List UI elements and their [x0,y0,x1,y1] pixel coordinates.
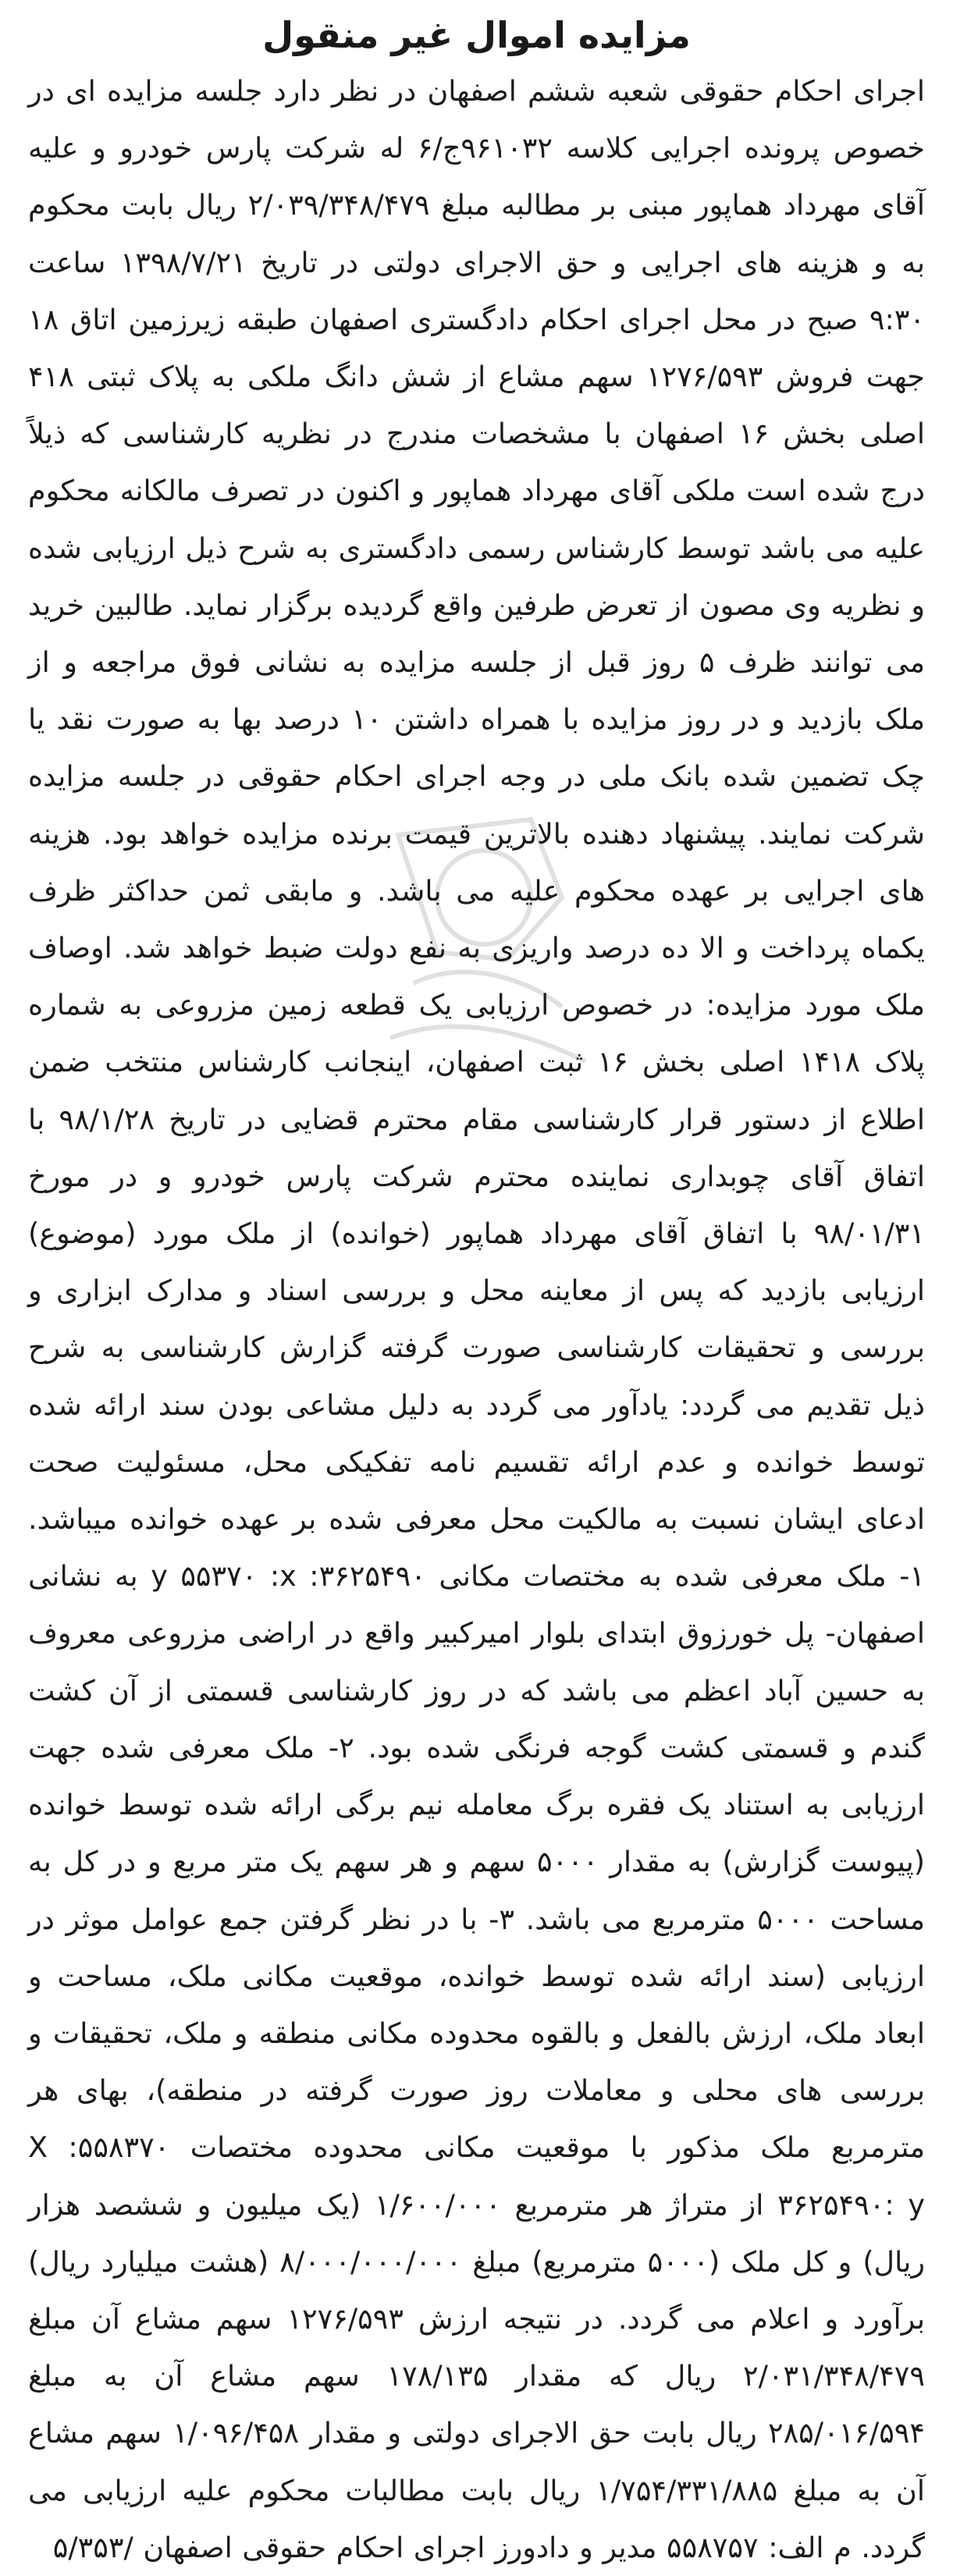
notice-body: اجرای احکام حقوقی شعبه ششم اصفهان در نظر دارد جلسه مزایده ای در خصوص پرونده اجرایی کلاسه ۹۶۱۰۳۲ج/۶ له شرکت پارس خودرو و علیه آقای مهرداد هماپور مبنی بر مطالبه مبلغ ۲/۰۳۹/۳۴۸/۴۷۹ ریال بابت محکوم به و هزینه های اجرایی و حق الاجرای دولتی در تاریخ ۱۳۹۸/۷/۲۱ ساعت ۹:۳۰ صبح در محل اجرای احکام دادگستری اصفهان طبقه زیرزمین اتاق ۱۸ جهت فروش ۱۲۷۶/۵۹۳ سهم مشاع از شش دانگ ملکی به پلاک ثبتی ۴۱۸ اصلی بخش ۱۶ اصفهان با مشخصات مندرج در نظریه کارشناسی که ذیلاً درج شده است ملکی آقای مهرداد هماپور و اکنون در تصرف مالکانه محکوم علیه می باشد توسط کارشناس رسمی دادگستری به شرح ذیل ارزیابی شده و نظریه وی مصون از تعرض طرفین واقع گردیده برگزار نماید. طالبین خرید می توانند ظرف ۵ روز قبل از جلسه مزایده به نشانی فوق مراجعه و از ملک بازدید و در روز مزایده با همراه داشتن ۱۰ درصد بها به صورت نقد یا چک تضمین شده بانک ملی در وجه اجرای احکام حقوقی در جلسه مزایده شرکت نمایند. پیشنهاد دهنده بالاترین قیمت برنده مزایده خواهد بود. هزینه های اجرایی بر عهده محکوم علیه می باشد. و مابقی ثمن حداکثر ظرف یکماه پرداخت و الا ده درصد واریزی به نفع دولت ضبط خواهد شد. اوصاف ملک مورد مزایده: در خصوص ارزیابی یک قطعه زمین مزروعی به شماره پلاک ۱۴۱۸ اصلی بخش ۱۶ ثبت اصفهان، اینجانب کارشناس منتخب ضمن اطلاع از دستور قرار کارشناسی مقام محترم قضایی در تاریخ ۹۸/۱/۲۸ با اتفاق آقای چوبداری نماینده محترم شرکت پارس خودرو و در مورخ ۹۸/۰۱/۳۱ با اتفاق آقای مهرداد هماپور (خوانده) از ملک مورد (موضوع) ارزیابی بازدید که پس از معاینه محل و بررسی اسناد و مدارک ابزاری و بررسی و تحقیقات کارشناسی صورت گرفته گزارش کارشناسی به شرح ذیل تقدیم می گردد: یادآور می گردد به دلیل مشاعی بودن سند ارائه شده توسط خوانده و عدم ارائه تقسیم نامه تفکیکی محل، مسئولیت صحت ادعای ایشان نسبت به مالکیت محل معرفی شده بر عهده خوانده میباشد. ۱- ملک معرفی شده به مختصات مکانی ۳۶۲۵۴۹۰: y ۵۵۳۷۰ :x به نشانی اصفهان- پل خورزوق ابتدای بلوار امیرکبیر واقع در اراضی مزروعی معروف به حسین آباد اعظم می باشد که در روز کارشناسی قسمتی از آن کشت گندم و قسمتی کشت گوجه فرنگی شده بود. ۲- ملک معرفی شده جهت ارزیابی به استناد یک فقره برگ معامله نیم برگی ارائه شده توسط خوانده (پیوست گزارش) به مقدار ۵۰۰۰ سهم و هر سهم یک متر مربع و در کل به مساحت ۵۰۰۰ مترمربع می باشد. ۳- با در نظر گرفتن جمع عوامل موثر در ارزیابی (سند ارائه شده توسط خوانده، موقعیت مکانی ملک، مساحت و ابعاد ملک، ارزش بالفعل و بالقوه محدوده مکانی منطقه و ملک، تحقیقات و بررسی های محلی و معاملات روز صورت گرفته در منطقه)، بهای هر مترمربع ملک مذکور با موقعیت مکانی محدوده مختصات ۵۵۸۳۷۰: X ۳۶۲۵۴۹۰: y از متراژ هر مترمربع ۱/۶۰۰/۰۰۰ (یک میلیون و ششصد هزار ریال) و کل ملک (۵۰۰۰ مترمربع) مبلغ ۸/۰۰۰/۰۰۰/۰۰۰ (هشت میلیارد ریال) برآورد و اعلام می گردد. در نتیجه ارزش ۱۲۷۶/۵۹۳ سهم مشاع آن مبلغ ۲/۰۳۱/۳۴۸/۴۷۹ ریال که مقدار ۱۷۸/۱۳۵ سهم مشاع آن به مبلغ ۲۸۵/۰۱۶/۵۹۴ ریال بابت حق الاجرای دولتی و مقدار ۱/۰۹۶/۴۵۸ سهم مشاع آن به مبلغ ۱/۷۵۴/۳۳۱/۸۸۵ ریال بابت مطالبات محکوم علیه ارزیابی می گردد. م الف: ۵۵۸۷۵۷ مدیر و دادورز اجرای احکام حقوقی اصفهان /۵/۳۵۳ [28,74,926,2564]
notice-title: مزایده اموال غیر منقول [262,14,691,56]
